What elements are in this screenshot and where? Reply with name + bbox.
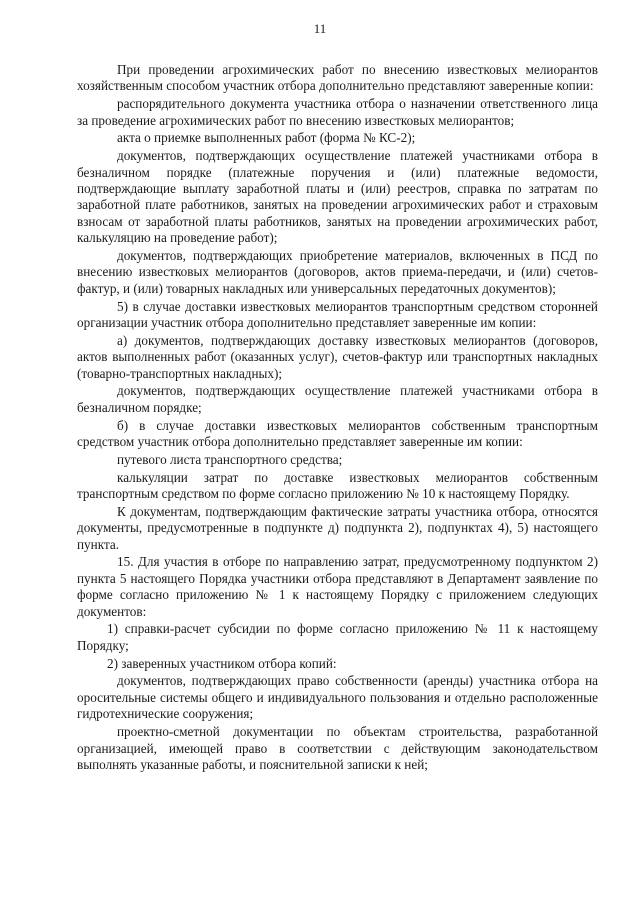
paragraph: распорядительного документа участника отбора о назначении ответственного лица за проведение агрохимических работ по внесению известковых мелиорантов; (77, 96, 598, 128)
paragraph: 1) справки-расчет субсидии по форме согласно приложению № 11 к настоящему Порядку; (77, 621, 598, 653)
paragraph: документов, подтверждающих осуществление платежей участниками отбора в безналичном порядке; (77, 383, 598, 415)
paragraph: проектно-сметной документации по объектам строительства, разработанной организацией, имеющей право в соответствии с действующим законодательством выполнять указанные работы, и пояснительной записки к ней; (77, 724, 598, 772)
paragraph: б) в случае доставки известковых мелиорантов собственным транспортным средством участник отбора дополнительно представляет заверенные им копии: (77, 417, 598, 450)
paragraph: документов, подтверждающих право собственности (аренды) участника отбора на оросительные системы общего и индивидуального пользования и отдельно расположенные гидротехнические сооружения; (77, 673, 598, 722)
paragraph: 5) в случае доставки известковых мелиорантов транспортным средством сторонней организации участник отбора дополнительно представляет заверенные им копии: (77, 298, 598, 331)
page-number: 11 (313, 21, 327, 36)
paragraph: документов, подтверждающих приобретение материалов, включенных в ПСД по внесению известковых мелиорантов (договоров, актов приема-передачи, и (или) счетов-фактур, и (или) товарных накладных или универсальных передаточных документов); (77, 248, 598, 296)
paragraph: При проведении агрохимических работ по внесению известковых мелиорантов хозяйственным способом участник отбора дополнительно представляют заверенные копии: (77, 62, 598, 94)
paragraph: путевого листа транспортного средства; (117, 451, 343, 467)
paragraph: а) документов, подтверждающих доставку известковых мелиорантов (договоров, актов выполненных работ (оказанных услуг), счетов-фактур или транспортных накладных (товарно-транспортных накладных); (77, 332, 598, 381)
paragraph: К документам, подтверждающим фактические затраты участника отбора, относятся документы, предусмотренные в подпункте д) подпункта 2), подпунктах 4), 5) настоящего пункта. (77, 503, 598, 552)
paragraph: калькуляции затрат по доставке известковых мелиорантов собственным транспортным средством по форме согласно приложению № 10 к настоящему Порядку. (77, 469, 598, 502)
paragraph: акта о приемке выполненных работ (форма № КС-2); (117, 130, 416, 146)
paragraph: 2) заверенных участником отбора копий: (107, 655, 337, 671)
paragraph: 15. Для участия в отборе по направлению затрат, предусмотренному подпунктом 2) пункта 5 настоящего Порядка участники отбора представляют в Департамент заявление по форме согласно приложению № 1 к настоящему Порядку с приложением следующих документов: (77, 554, 598, 619)
paragraph: документов, подтверждающих осуществление платежей участниками отбора в безналичном порядке (платежные поручения и (или) платежные ведомости, подтверждающие выплату заработной платы и (или) реестров, справка по затратам по заработной плате работников, занятых на проведении агрохимических работ и страховым взносам от заработной платы работников, занятых на проведении агрохимических работ, калькуляцию на проведение работ); (77, 148, 598, 246)
document-body (77, 62, 598, 775)
